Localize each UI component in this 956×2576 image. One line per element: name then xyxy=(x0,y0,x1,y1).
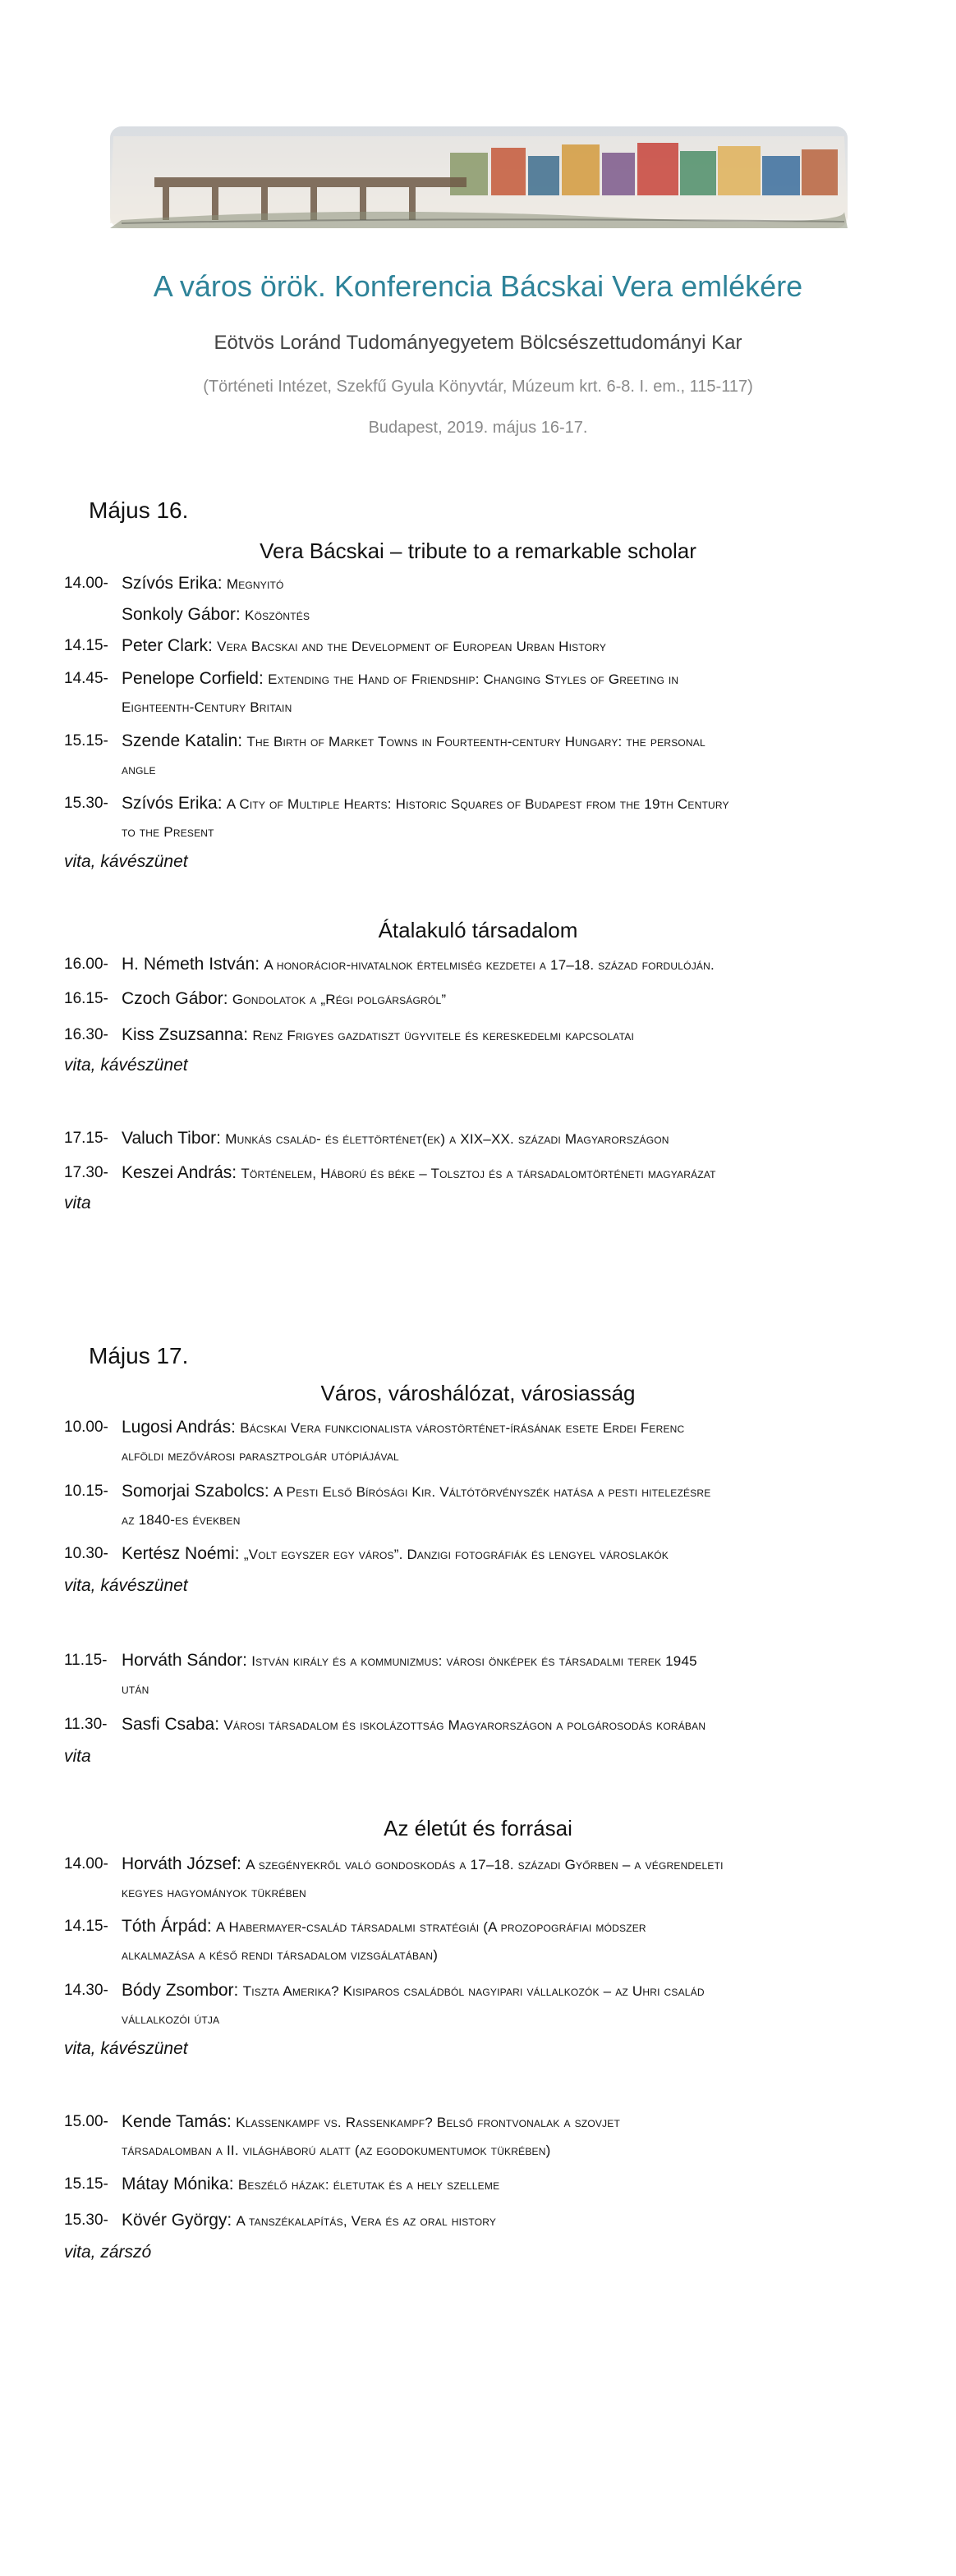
talk-title: Bácskai Vera funkcionalista várostörténet-írásának esete Erdei Ferenc xyxy=(240,1420,685,1436)
talk-title-continued: vállalkozói útja xyxy=(122,2011,220,2027)
talk-title: Vera Bacskai and the Development of European Urban History xyxy=(217,639,607,654)
closing-note: vita, zárszó xyxy=(64,2243,152,2262)
item-entry xyxy=(122,1711,935,1739)
talk-title: A tanszékalapítás, Vera és az oral history xyxy=(236,2213,497,2229)
item-time: 10.30- xyxy=(64,1545,108,1562)
speaker-name: Szívós Erika: xyxy=(122,794,223,813)
item-entry xyxy=(122,665,935,722)
section-title: Átalakuló társadalom xyxy=(378,918,578,942)
item-time: 15.15- xyxy=(64,2175,108,2193)
talk-title-continued: angle xyxy=(122,762,156,777)
venue-address: (Történeti Intézet, Szekfű Gyula Könyvtár, Múzeum krt. 6-8. I. em., 115-117) xyxy=(203,378,753,396)
talk-title-continued: to the Present xyxy=(122,824,214,840)
item-time: 14.15- xyxy=(64,1918,108,1935)
item-time: 15.30- xyxy=(64,795,108,812)
item-time: 15.00- xyxy=(64,2113,108,2130)
break-note: vita, kávészünet xyxy=(64,2039,188,2058)
talk-title: Munkás család- és élettörténet(ek) a XIX–XX. századi Magyarországon xyxy=(225,1131,669,1147)
speaker-name: Peter Clark: xyxy=(122,636,213,655)
item-time: 14.00- xyxy=(64,575,108,592)
item-time: 16.00- xyxy=(64,956,108,973)
speaker-name: Lugosi András: xyxy=(122,1418,236,1437)
item-time: 14.15- xyxy=(64,637,108,654)
talk-title: Köszöntés xyxy=(245,607,310,623)
item-entry xyxy=(122,601,935,630)
break-note: vita xyxy=(64,1747,91,1766)
item-time: 14.00- xyxy=(64,1855,108,1872)
talk-title-continued: az 1840-es években xyxy=(122,1512,241,1528)
speaker-name: Horváth József: xyxy=(122,1854,241,1873)
section-title: Vera Bácskai – tribute to a remarkable scholar xyxy=(260,539,696,563)
day-heading-may-16: Május 16. xyxy=(89,497,189,523)
item-entry xyxy=(122,2108,935,2165)
break-note: vita, kávészünet xyxy=(64,1056,188,1075)
item-entry xyxy=(122,1540,935,1569)
talk-title: Extending the Hand of Friendship: Changing Styles of Greeting in xyxy=(268,672,679,687)
item-entry xyxy=(122,1478,935,1534)
talk-title-continued: alkalmazása a késő rendi társadalom vizsgálatában) xyxy=(122,1947,439,1963)
talk-title: „Volt egyszer egy város”. Danzigi fotográfiák és lengyel városlakók xyxy=(243,1547,669,1562)
speaker-name: Kövér György: xyxy=(122,2211,232,2230)
speaker-name: Kertész Noémi: xyxy=(122,1544,240,1563)
item-time: 15.15- xyxy=(64,732,108,749)
speaker-name: Kiss Zsuzsanna: xyxy=(122,1025,249,1044)
speaker-name: Sasfi Csaba: xyxy=(122,1715,220,1734)
break-note: vita, kávészünet xyxy=(64,1576,188,1595)
item-entry xyxy=(122,951,935,979)
talk-title: A City of Multiple Hearts: Historic Squares of Budapest from the 19th Century xyxy=(226,796,729,812)
speaker-name: Bódy Zsombor: xyxy=(122,1981,239,2000)
item-entry xyxy=(122,1913,935,1969)
talk-title: A szegényekről való gondoskodás a 17–18. századi Győrben – a végrendeleti xyxy=(246,1857,724,1872)
item-time: 14.30- xyxy=(64,1982,108,1999)
conference-title: A város örök. Konferencia Bácskai Vera emlékére xyxy=(153,269,803,303)
item-entry xyxy=(122,1125,935,1153)
talk-title: Történelem, Háború és béke – Tolsztoj és a társadalomtörténeti magyarázat xyxy=(241,1166,716,1181)
section-title: Város, városhálózat, városiasság xyxy=(320,1381,636,1405)
conference-dates: Budapest, 2019. május 16-17. xyxy=(368,419,588,437)
talk-title: The Birth of Market Towns in Fourteenth-century Hungary: the personal xyxy=(246,734,706,749)
item-entry xyxy=(122,570,935,598)
item-time: 15.30- xyxy=(64,2212,108,2229)
item-entry xyxy=(122,1850,935,1907)
speaker-name: Somorjai Szabolcs: xyxy=(122,1482,269,1501)
speaker-name: Szívós Erika: xyxy=(122,574,223,593)
speaker-name: Czoch Gábor: xyxy=(122,989,228,1008)
speaker-name: Sonkoly Gábor: xyxy=(122,605,241,624)
talk-title: Megnyitó xyxy=(226,576,284,592)
speaker-name: Kende Tamás: xyxy=(122,2112,232,2131)
item-entry xyxy=(122,1159,935,1188)
talk-title-continued: után xyxy=(122,1681,149,1697)
speaker-name: Penelope Corfield: xyxy=(122,669,264,688)
item-entry xyxy=(122,790,935,846)
item-time: 14.45- xyxy=(64,670,108,687)
institution-name: Eötvös Loránd Tudományegyetem Bölcsészettudományi Kar xyxy=(214,332,742,354)
item-entry xyxy=(122,2207,935,2235)
item-entry xyxy=(122,1021,935,1050)
talk-title: Városi társadalom és iskolázottság Magyarországon a polgárosodás korában xyxy=(223,1717,706,1733)
talk-title-continued: Eighteenth-Century Britain xyxy=(122,699,292,715)
item-time: 10.15- xyxy=(64,1483,108,1500)
talk-title: A honorácior-hivatalnok értelmiség kezdetei a 17–18. század fordulóján. xyxy=(264,957,715,973)
section-title: Az életút és forrásai xyxy=(384,1816,572,1840)
talk-title: Klassenkampf vs. Rassenkampf? Belső frontvonalak a szovjet xyxy=(236,2115,620,2130)
item-time: 11.15- xyxy=(64,1652,108,1669)
item-entry xyxy=(122,727,935,784)
speaker-name: Tóth Árpád: xyxy=(122,1917,212,1936)
item-entry xyxy=(122,1647,935,1703)
talk-title-continued: kegyes hagyományok tükrében xyxy=(122,1885,306,1900)
item-entry xyxy=(122,1414,935,1470)
item-entry xyxy=(122,985,935,1014)
talk-title: Gondolatok a „Régi polgárságról” xyxy=(232,992,447,1007)
break-note: vita xyxy=(64,1194,91,1212)
talk-title: Tiszta Amerika? Kisiparos családból nagyipari vállalkozók – az Uhri család xyxy=(242,1983,705,1999)
item-time: 10.00- xyxy=(64,1419,108,1436)
item-time: 16.30- xyxy=(64,1026,108,1043)
talk-title: A Habermayer-család társadalmi stratégiái (A prozopográfiai módszer xyxy=(216,1919,646,1935)
item-entry xyxy=(122,1977,935,2033)
item-entry xyxy=(122,632,935,661)
item-time: 17.15- xyxy=(64,1130,108,1147)
item-time: 16.15- xyxy=(64,990,108,1007)
speaker-name: Szende Katalin: xyxy=(122,731,243,750)
speaker-name: H. Németh István: xyxy=(122,955,260,974)
speaker-name: Horváth Sándor: xyxy=(122,1651,247,1670)
speaker-name: Keszei András: xyxy=(122,1163,237,1182)
break-note: vita, kávészünet xyxy=(64,852,188,871)
talk-title: István király és a kommunizmus: városi önképek és társadalmi terek 1945 xyxy=(251,1653,697,1669)
talk-title: Renz Frigyes gazdatiszt ügyvitele és kereskedelmi kapcsolatai xyxy=(252,1028,634,1043)
speaker-name: Valuch Tibor: xyxy=(122,1129,222,1148)
watercolor-city-bridge-illustration-icon xyxy=(105,120,853,235)
item-entry xyxy=(122,2170,935,2199)
talk-title: A Pesti Első Bírósági Kir. Váltótörvényszék hatása a pesti hitelezésre xyxy=(273,1484,711,1500)
talk-title-continued: társadalomban a II. világháború alatt (az egodokumentumok tükrében) xyxy=(122,2143,551,2158)
talk-title: Beszélő házak: életutak és a hely szelleme xyxy=(237,2177,500,2193)
day-heading-may-17: Május 17. xyxy=(89,1343,189,1368)
talk-title-continued: alföldi mezővárosi parasztpolgár utópiájával xyxy=(122,1448,399,1464)
item-time: 11.30- xyxy=(64,1716,108,1733)
speaker-name: Mátay Mónika: xyxy=(122,2175,234,2193)
item-time: 17.30- xyxy=(64,1164,108,1181)
